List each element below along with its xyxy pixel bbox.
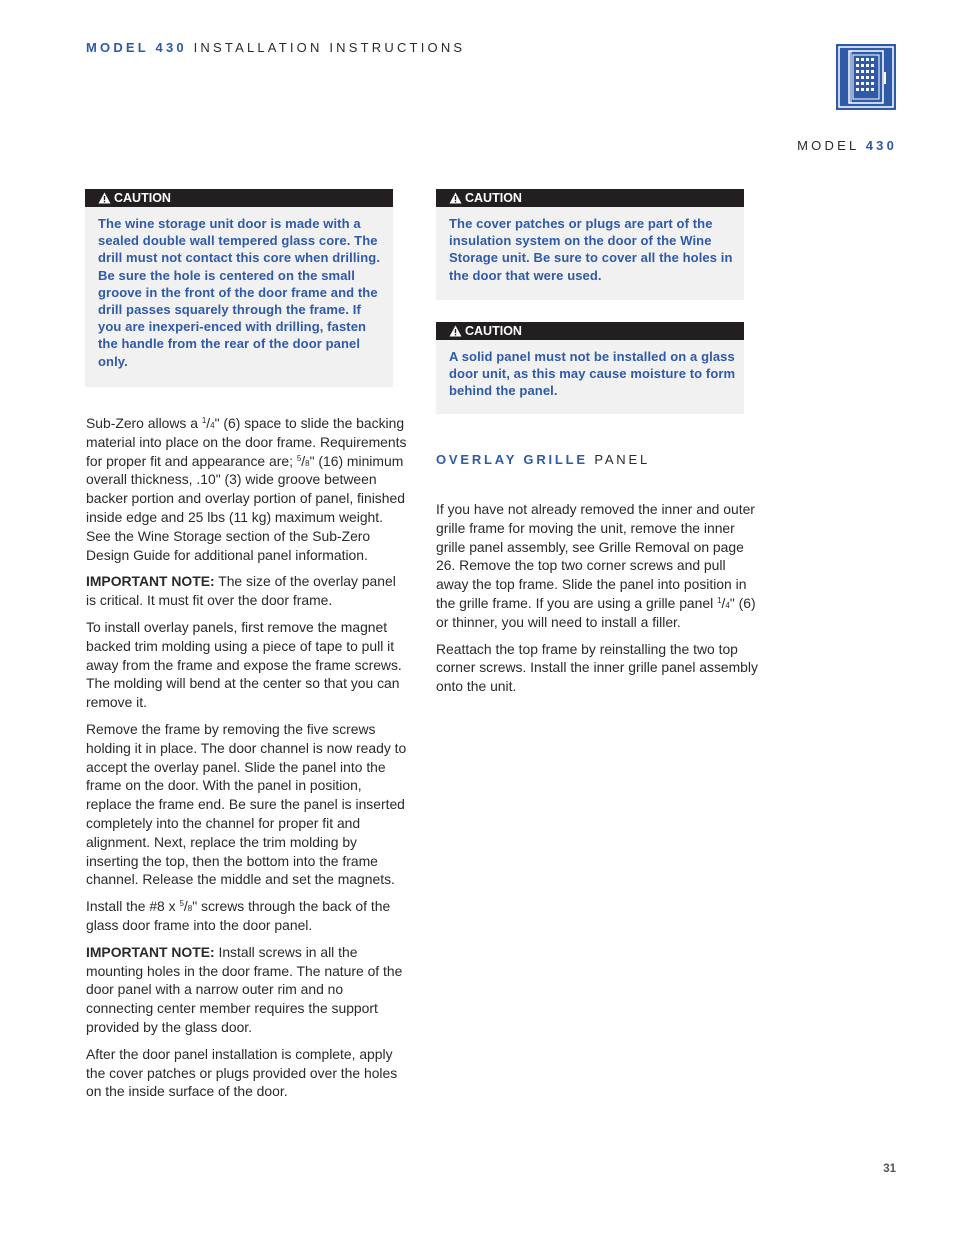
document-header	[86, 40, 465, 55]
fraction-numerator: 1	[717, 595, 722, 605]
caution-text: The wine storage unit door is made with a sealed double wall tempered glass core. The drill must not contact this core when drilling. Be sure the hole is centered on the small groove in the front of the door frame and the drill passes squarely through the frame. If you are inexperi-enced with drilling, fasten the handle from the rear of the door panel only.	[98, 216, 381, 369]
fraction-numerator: 5	[296, 453, 302, 463]
text-run: " (6) space to slide the backing material into place on the door frame. Requirements for proper fit and appearance are;	[86, 415, 407, 469]
header-title: INSTALLATION INSTRUCTIONS	[193, 40, 466, 55]
fraction-denominator: 4	[210, 421, 215, 430]
model-tag-number: 430	[865, 138, 897, 153]
page-number: 31	[883, 1163, 896, 1175]
caution-label: CAUTION	[114, 191, 171, 205]
caution-box-cover-patches	[436, 189, 744, 300]
section-heading-overlay-grille	[436, 452, 650, 467]
warning-triangle-icon	[449, 192, 462, 204]
paragraph-install-screws: Install the #8 x $^5$/8" screws through the back of the glass door frame into the door panel.	[86, 898, 391, 933]
left-column	[86, 414, 408, 1109]
caution-box-glass-core	[85, 189, 393, 387]
text-run: " (16) minimum overall thickness, .10" (3) wide groove between backer portion and overlay portion of panel, finished inside edge and 25 lbs (11 kg) maximum weight. See the Wine Storage section of the Sub-Zero Design Guide for additional panel information.	[86, 452, 405, 563]
text-run: " screws through the back of the glass door frame into the door panel.	[86, 898, 391, 933]
text-run: Install the #8 x	[86, 898, 180, 915]
warning-triangle-icon	[449, 325, 462, 337]
fraction-denominator: 8	[187, 904, 193, 914]
paragraph-cover-patches: After the door panel installation is complete, apply the cover patches or plugs provided over the holes on the inside surface of the door.	[86, 1045, 398, 1100]
text-run: " (6) or thinner, you will need to install a filler.	[436, 594, 756, 630]
caution-bar	[436, 189, 744, 207]
paragraph-remove-frame: Remove the frame by removing the five screws holding it in place. The door channel is now ready to accept the overlay panel. Slide the panel into the frame on the door. With the panel in position, replace the frame end. Be sure the panel is inserted completely into the channel for proper fit and alignment. Next, replace the trim molding by inserting the top, then the bottom into the frame channel. Release the middle and set the magnets.	[86, 720, 407, 888]
fraction-denominator: 4	[725, 600, 730, 610]
header-model-label: MODEL 430	[86, 40, 187, 55]
paragraph-reattach-frame: Reattach the top frame by reinstalling the two top corner screws. Install the inner grille panel assembly onto the unit.	[436, 640, 758, 695]
fraction-numerator: 1	[201, 416, 207, 425]
section-heading-rest: PANEL	[594, 452, 650, 467]
text-run: The size of the overlay panel is critical. It must fit over the door frame.	[86, 573, 396, 609]
caution-text: The cover patches or plugs are part of the insulation system on the door of the Wine Storage unit. Be sure to cover all the holes in the door that were used.	[449, 216, 733, 283]
section-heading-accent: OVERLAY GRILLE	[436, 452, 588, 467]
warning-triangle-icon	[98, 192, 111, 204]
caution-label: CAUTION	[465, 191, 522, 205]
paragraph-important-note-size	[86, 572, 408, 610]
important-note-label: IMPORTANT NOTE:	[86, 573, 215, 590]
text-run: If you have not already removed the inner and outer grille frame for moving the unit, remove the inner grille panel assembly, see Grille Removal on page 26. Remove the top two corner screws and pull away the top frame. Slide the panel into position in the grille frame. If you are using a grille panel	[436, 501, 755, 611]
caution-box-solid-panel	[436, 322, 744, 414]
paragraph-important-note-holes	[86, 943, 408, 1037]
caution-label: CAUTION	[465, 324, 522, 338]
important-note-label: IMPORTANT NOTE:	[86, 943, 215, 960]
text-run: Sub-Zero allows a	[86, 415, 202, 431]
caution-bar	[436, 322, 744, 340]
paragraph-panel-requirements: Sub-Zero allows a $^1$/4" (6) space to slide the backing material into place on the door frame. Requirements for proper fit and appearance are; $^5$/8" (16) minimum overall thickness, .10" (3) wide groove between backer portion and overlay portion of panel, finished inside edge and 25 lbs (11 kg) maximum weight. See the Wine Storage section of the Sub-Zero Design Guide for additional panel information.	[86, 415, 407, 563]
model-tag	[797, 138, 897, 153]
fraction-numerator: 5	[179, 899, 184, 909]
caution-text: A solid panel must not be installed on a glass door unit, as this may cause moisture to form behind the panel.	[449, 349, 736, 399]
right-column	[436, 500, 758, 704]
caution-bar	[85, 189, 393, 207]
wine-storage-unit-icon	[836, 44, 896, 110]
model-tag-word: MODEL	[797, 138, 859, 153]
fraction-denominator: 8	[305, 458, 310, 468]
paragraph-grille-install: If you have not already removed the inner and outer grille frame for moving the unit, remove the inner grille panel assembly, see Grille Removal on page 26. Remove the top two corner screws and pull away the top frame. Slide the panel into position in the grille frame. If you are using a grille panel $^1$/4" (6) or thinner, you will need to install a filler.	[436, 501, 756, 630]
text-run: Install screws in all the mounting holes in the door frame. The nature of the door panel with a narrow outer rim and no connecting center member requires the support provided by the glass door.	[86, 943, 403, 1035]
paragraph-remove-trim: To install overlay panels, first remove the magnet backed trim molding using a piece of tape to pull it away from the frame and expose the frame screws. The molding will bend at the center so that you can remove it.	[86, 618, 402, 711]
